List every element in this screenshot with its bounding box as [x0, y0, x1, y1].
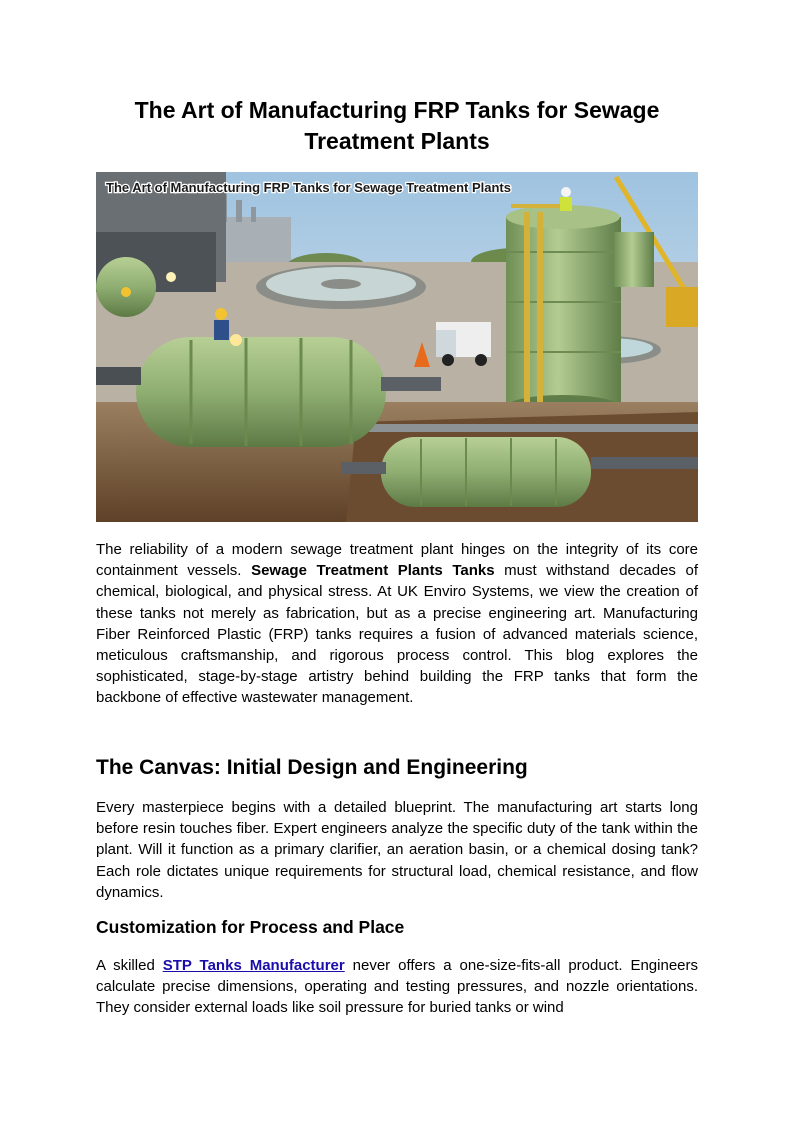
intro-text-1: The reliability of a modern sewage treatment plant hinges on the integrity of its core containment vessels.: [96, 541, 698, 580]
section1-heading: The Canvas: Initial Design and Engineering: [96, 756, 528, 779]
intro-bold-term: Sewage Treatment Plants Tanks: [251, 562, 495, 580]
section2-paragraph: [96, 955, 698, 1019]
hero-caption: The Art of Manufacturing FRP Tanks for Sewage Treatment Plants: [106, 180, 511, 195]
stp-tanks-manufacturer-link[interactable]: STP Tanks Manufacturer: [162, 957, 345, 974]
section2-heading: Customization for Process and Place: [96, 917, 405, 937]
hero-image: [96, 172, 698, 522]
page-title: The Art of Manufacturing FRP Tanks for Sewage Treatment Plants: [134, 97, 660, 154]
section2-text-1: A skilled: [96, 957, 163, 974]
intro-paragraph: [96, 539, 698, 709]
section2-text-2: never offers a one-size-fits-all product. Engineers calculate precise dimensions, operating and testing pressures, and nozzle orientations. They consider external loads like soil pressure for buried tanks or wind: [96, 957, 698, 1017]
intro-text-2: must withstand decades of chemical, biological, and physical stress. At UK Enviro Systems, we view the creation of these tanks not merely as fabrication, but as a precise engineering art. Manufacturing Fiber Reinforced Plastic (FRP) tanks requires a fusion of advanced materials science, meticulous craftsmanship, and rigorous process control. This blog explores the sophisticated, stage-by-stage artistry behind building the FRP tanks that form the backbone of effective wastewater management.: [96, 562, 698, 707]
section1-paragraph: Every masterpiece begins with a detailed blueprint. The manufacturing art starts long before resin touches fiber. Expert engineers analyze the specific duty of the tank within the plant. Will it function as a primary clarifier, an aeration basin, or a chemical dosing tank? Each role dictates unique requirements for structural load, chemical resistance, and flow dynamics.: [96, 799, 698, 901]
